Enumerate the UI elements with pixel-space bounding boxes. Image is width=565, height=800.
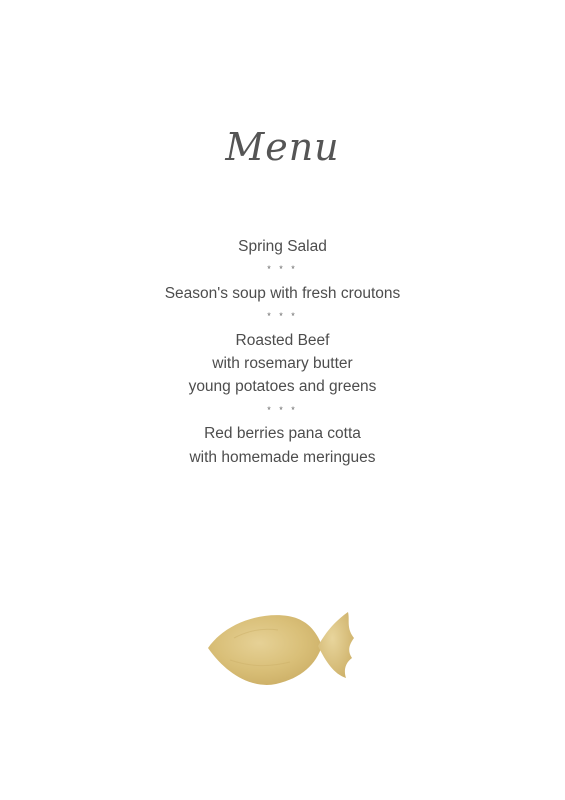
- course-2-line-1: Season's soup with fresh croutons: [164, 284, 401, 302]
- course-separator: * * *: [267, 264, 298, 275]
- course-4-line-1: Red berries pana cotta: [204, 425, 361, 443]
- course-separator: * * *: [267, 404, 298, 415]
- course-4-line-2: with homemade meringues: [189, 448, 376, 466]
- course-1-line-1: Spring Salad: [238, 238, 327, 255]
- course-separator: * * *: [267, 311, 298, 322]
- fish-icon: [204, 608, 356, 692]
- course-list: [0, 235, 565, 469]
- course-3-line-2: with rosemary butter: [212, 355, 353, 373]
- course-3-line-1: Roasted Beef: [235, 331, 330, 349]
- menu-title: Menu: [225, 125, 340, 169]
- course-3-line-3: young potatoes and greens: [188, 378, 377, 396]
